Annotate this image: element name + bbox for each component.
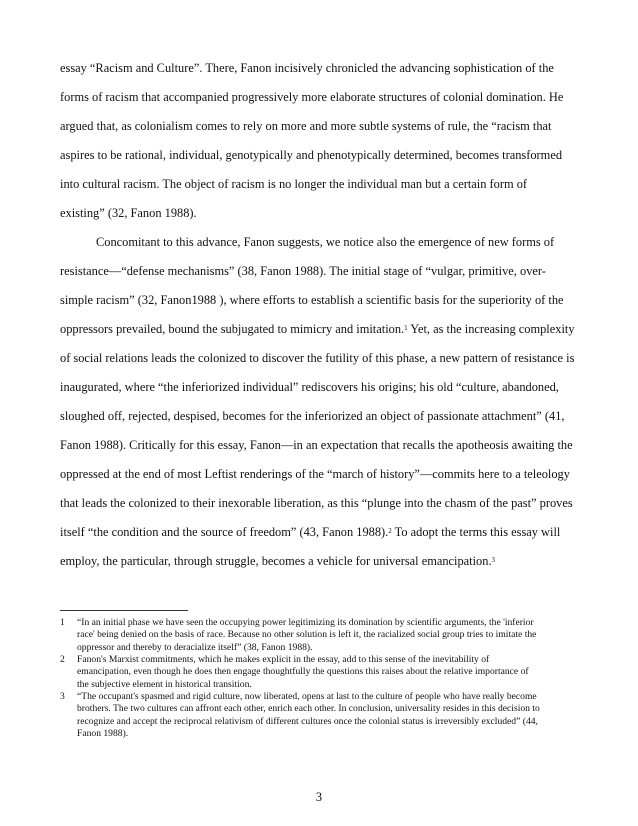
body-line: Fanon 1988). Critically for this essay, Fanon—in an expectation that recalls the apotheosis awaiting the: [60, 438, 573, 452]
footnote-line: emancipation, even though he does then engage thoughtfully the questions this raises about the relative importance of: [77, 666, 529, 678]
body-line: [60, 525, 580, 540]
body-line: of social relations leads the colonized to discover the futility of this phase, a new pattern of resistance is: [60, 351, 575, 365]
footnote-number: 3: [60, 691, 65, 702]
body-line: simple racism” (32, Fanon1988 ), where efforts to establish a scientific basis for the superiority of the: [60, 293, 564, 307]
body-line: [60, 554, 580, 569]
body-line: that leads the colonized to their inexorable liberation, as this “plunge into the chasm of the past” proves: [60, 496, 573, 510]
body-line: into cultural racism. The object of racism is no longer the individual man but a certain form of: [60, 177, 528, 191]
page-number: 3: [315, 790, 323, 804]
footnote-number: 1: [60, 617, 65, 628]
body-text: employ, the particular, through struggle, becomes a vehicle for universal emancipation.: [60, 554, 492, 568]
footnote-line: Fanon 1988).: [77, 728, 129, 740]
body-line: resistance—“defense mechanisms” (38, Fanon 1988). The initial stage of “vulgar, primitive, over-: [60, 264, 546, 278]
body-text: itself “the condition and the source of freedom” (43, Fanon 1988).: [60, 525, 389, 539]
footnote-line: “In an initial phase we have seen the occupying power legitimizing its domination by scientific arguments, the 'inferior: [77, 617, 534, 628]
body-line: argued that, as colonialism comes to rely on more and more subtle systems of rule, the “racism that: [60, 119, 552, 133]
body-line: [60, 322, 580, 337]
body-text: To adopt the terms this essay will: [391, 525, 561, 539]
footnote-line: race' being denied on the basis of race. Because no other solution is left it, the racialized social group tries to imitate the: [77, 629, 537, 641]
body-line: existing” (32, Fanon 1988).: [60, 206, 197, 220]
footnote-ref[interactable]: 1: [404, 324, 408, 332]
footnote-ref[interactable]: 3: [491, 556, 496, 564]
body-line: inaugurated, where “the inferiorized individual” rediscovers his origins; his old “culture, abandoned,: [60, 380, 559, 394]
body-line: essay “Racism and Culture”. There, Fanon incisively chronicled the advancing sophistication of the: [60, 61, 554, 75]
body-line: sloughed off, rejected, despised, becomes for the inferiorized an object of passionate attachment” (41,: [60, 409, 565, 423]
body-text: oppressors prevailed, bound the subjugated to mimicry and imitation.: [60, 322, 405, 336]
body-text: Yet, as the increasing complexity: [407, 322, 575, 336]
footnote-line: recognize and accept the reciprocal relativism of different cultures once the colonial status is irreversibly excluded” (44,: [77, 715, 538, 727]
footnote-line: “The occupant's spasmed and rigid culture, now liberated, opens at last to the culture of people who have really become: [77, 691, 537, 702]
footnote-line: Fanon's Marxist commitments, which he makes explicit in the essay, add to this sense of the inevitability of: [77, 654, 490, 665]
footnote-line: oppressor and thereby to deracialize itself” (38, Fanon 1988).: [77, 641, 313, 653]
body-line: forms of racism that accompanied progressively more elaborate structures of colonial domination. He: [60, 90, 564, 104]
footnote-line: brothers. The two cultures can affront each other, enrich each other. In conclusion, universality resides in this decision to: [77, 703, 540, 715]
footnote-number: 2: [60, 654, 65, 665]
footnote-line: the subjective element in historical transition.: [77, 678, 252, 690]
footnote-separator: [60, 610, 188, 611]
footnote-ref[interactable]: 2: [388, 527, 392, 535]
body-line: oppressed at the end of most Leftist renderings of the “march of history”—commits here to a teleology: [60, 467, 570, 481]
body-line: aspires to be rational, individual, genotypically and phenotypically determined, becomes transformed: [60, 148, 563, 162]
paragraph-first-line: Concomitant to this advance, Fanon suggests, we notice also the emergence of new forms of: [96, 235, 555, 249]
